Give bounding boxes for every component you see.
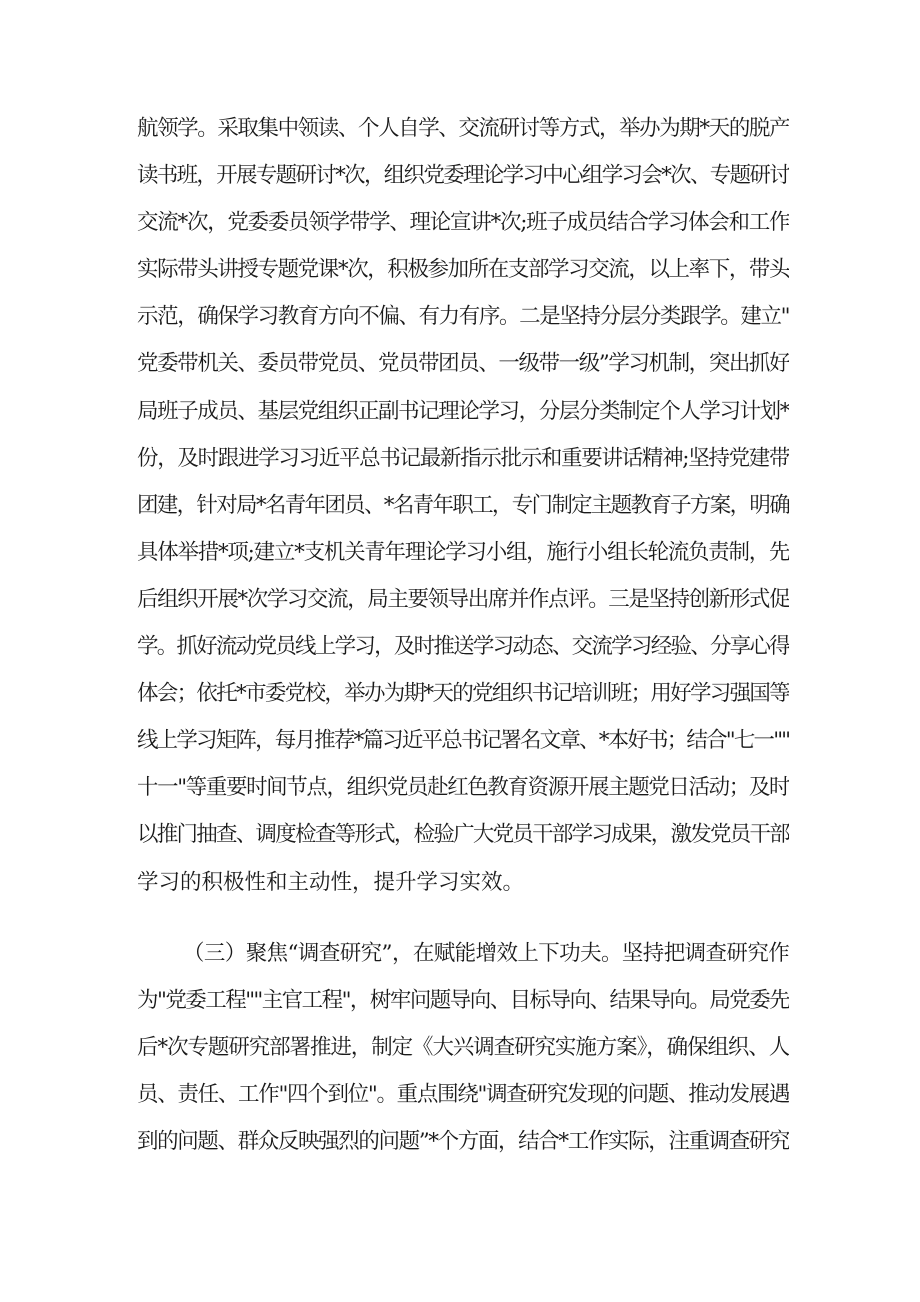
text-line: 以推门抽查、调度检查等形式，检验广大党员干部学习成果，激发党员干部 (137, 822, 789, 848)
text-line: 线上学习矩阵，每月推荐*篇习近平总书记署名文章、*本好书；结合"七一"" (137, 728, 789, 754)
section-heading-line: （三）聚焦“调查研究”，在赋能增效上下功夫。坚持把调查研究作 (183, 941, 789, 966)
text-line: 十一"等重要时间节点，组织党员赴红色教育资源开展主题党日活动；及时 (137, 775, 789, 801)
text-line: 实际带头讲授专题党课*次，积极参加所在支部学习交流，以上率下，带头 (137, 257, 789, 283)
text-line: 员、责任、工作"四个到位"。重点围绕"调查研究发现的问题、推动发展遇 (137, 1082, 789, 1108)
text-line: 党委带机关、委员带党员、党员带团员、一级带一级”学习机制，突出抓好 (137, 351, 789, 377)
text-line: 交流*次，党委委员领学带学、理论宣讲*次;班子成员结合学习体会和工作 (137, 210, 789, 236)
text-line: 到的问题、群众反映强烈的问题”*个方面，结合*工作实际，注重调查研究 (137, 1129, 789, 1155)
text-line: 学。抓好流动党员线上学习，及时推送学习动态、交流学习经验、分享心得 (137, 634, 789, 660)
body-paragraph-1 (137, 105, 789, 906)
text-line: 具体举措*项;建立*支机关青年理论学习小组，施行小组长轮流负责制，先 (137, 539, 789, 565)
body-paragraph-2 (137, 930, 789, 1165)
text-line: 份，及时跟进学习习近平总书记最新指示批示和重要讲话精神;坚持党建带 (137, 445, 789, 471)
text-line: 团建，针对局*名青年团员、*名青年职工，专门制定主题教育子方案，明确 (137, 492, 789, 518)
text-line: 后*次专题研究部署推进，制定《大兴调查研究实施方案》，确保组织、人 (137, 1035, 789, 1061)
text-line: 学习的积极性和主动性，提升学习实效。 (137, 869, 525, 895)
text-line: 后组织开展*次学习交流，局主要领导出席并作点评。三是坚持创新形式促 (137, 586, 789, 612)
text-line: 体会；依托*市委党校，举办为期*天的党组织书记培训班；用好学习强国等 (137, 681, 789, 707)
text-line: 航领学。采取集中领读、个人自学、交流研讨等方式，举办为期*天的脱产 (137, 116, 789, 141)
text-line: 示范，确保学习教育方向不偏、有力有序。二是坚持分层分类跟学。建立" (137, 304, 789, 330)
text-line: 为"党委工程""主官工程"，树牢问题导向、目标导向、结果导向。局党委先 (137, 988, 789, 1014)
text-line: 局班子成员、基层党组织正副书记理论学习，分层分类制定个人学习计划* (137, 398, 789, 424)
text-line: 读书班，开展专题研讨*次，组织党委理论学习中心组学习会*次、专题研讨 (137, 163, 789, 189)
